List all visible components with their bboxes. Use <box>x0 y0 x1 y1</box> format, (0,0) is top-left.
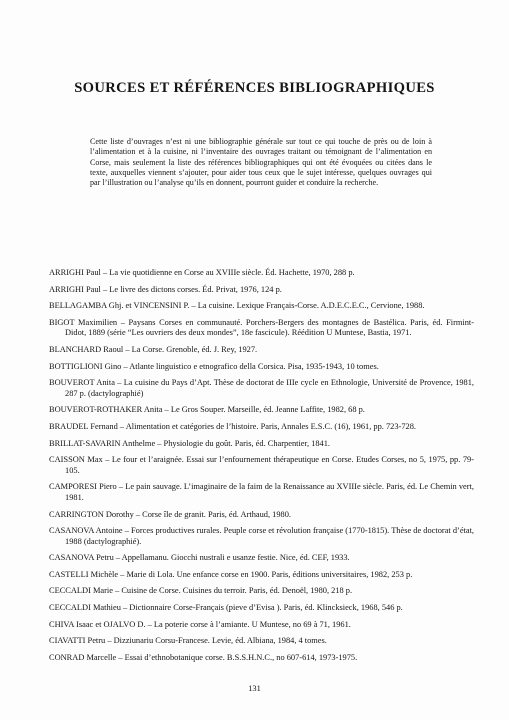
entry-text: – Forces productives rurales. Peuple corse et révolution française (1770-1815). Thèse de doctorat d’état, 1988 (dactylographié). <box>65 526 474 546</box>
entry-author: CONRAD Marcelle <box>49 652 117 662</box>
entry-text: – Corse île de granit. Paris, éd. Arthaud, 1980. <box>133 509 292 519</box>
entry-author: CECCALDI Marie <box>49 586 113 596</box>
bibliography-list <box>49 268 474 669</box>
entry-author: BRILLAT-SAVARIN Anthelme <box>49 438 156 448</box>
entry-text: – Dictionnaire Corse-Français (pieve d’Evisa ). Paris, éd. Klincksieck, 1968, 546 p. <box>120 603 403 613</box>
entry-text: – Paysans Corses en communauté. Porchers-Bergers des montagnes de Bastélica. Paris, éd. Firmint-Didot, 1889 (série “Les ouvriers des deux mondes”, 18e fascicule). Réédition U Muntese, Bastia, 1971. <box>65 317 475 338</box>
bibliography-entry <box>49 603 474 614</box>
entry-author: CAISSON Max <box>49 455 103 465</box>
bibliography-entry <box>49 553 474 564</box>
bibliography-entry <box>49 526 474 547</box>
entry-author: BOUVEROT Anita <box>49 378 115 388</box>
page-title: SOURCES ET RÉFÉRENCES BIBLIOGRAPHIQUES <box>74 80 435 96</box>
entry-text: – La poterie corse à l’amiante. U Muntese, no 69 à 71, 1961. <box>145 619 351 629</box>
bibliography-entry <box>49 439 474 450</box>
bibliography-entry <box>49 570 474 581</box>
bibliography-entry <box>49 510 474 521</box>
entry-text: – Cuisine de Corse. Cuisines du terroir. Paris, éd. Denoël, 1980, 218 p. <box>112 586 353 596</box>
page-number: 131 <box>248 684 261 693</box>
bibliography-entry <box>49 362 474 373</box>
entry-text: – Le pain sauvage. L’imaginaire de la faim de la Renaissance au XVIIIe siècle. Paris, éd. Le Chemin vert, 1981. <box>65 482 474 502</box>
bibliography-entry <box>49 345 474 356</box>
entry-text: – Le four et l’araignée. Essai sur l’enfournement thérapeutique en Corse. Etudes Corses, no 5, 1975, pp. 79-105. <box>65 455 474 475</box>
entry-text: – La cuisine. Lexique Français-Corse. A.D.E.C.E.C., Cervione, 1988. <box>189 301 425 311</box>
entry-author: BELLAGAMBA Ghj. et VINCENSINI P. <box>49 301 190 311</box>
entry-text: – La vie quotidienne en Corse au XVIIIe siècle. Éd. Hachette, 1970, 288 p. <box>100 268 355 277</box>
entry-author: ARRIGHI Paul <box>49 268 101 277</box>
entry-author: CIAVATTI Petru <box>49 636 106 646</box>
entry-text: – Essai d’ethnobotanique corse. B.S.S.H.N.C., no 607-614, 1973-1975. <box>116 652 358 662</box>
entry-text: – Appellamanu. Giocchi nustrali e usanze festie. Nice, éd. CEF, 1933. <box>113 553 350 563</box>
entry-author: CASTELLI Michèle <box>49 569 119 579</box>
bibliography-entry <box>49 586 474 597</box>
entry-text: – La Corse. Grenoble, éd. J. Rey, 1927. <box>123 344 258 354</box>
bibliography-entry <box>49 636 474 647</box>
entry-text: – Physiologie du goût. Paris, éd. Charpentier, 1841. <box>155 438 330 448</box>
entry-author: CHIVA Isaac et OJALVO D. <box>49 619 146 629</box>
bibliography-entry <box>49 653 474 664</box>
bibliography-entry <box>49 620 474 631</box>
entry-text: – Alimentation et catégories de l’histoire. Paris, Annales E.S.C. (16), 1961, pp. 723-728. <box>117 421 416 431</box>
intro-paragraph: Cette liste d’ouvrages n’est ni une bibliographie générale sur tout ce qui touche de près ou de loin à l’alimentation et à la cuisine, ni l’inventaire des ouvrages traitant ou témoignant de l’alimentation en Corse, mais seulement la liste des références bibliographiques qui ont été évoquées ou citées dans le texte, auxquelles viennent s’ajouter, pour aider tous ceux que le sujet intéresse, quelques ouvrages qui par l’illustration ou l’analyse qu’ils en donnent, pourront guider et conduire la recherche. <box>90 137 432 188</box>
bibliography-entry <box>49 301 474 312</box>
bibliography-entry <box>49 285 474 296</box>
entry-author: BIGOT Maximilien <box>49 317 118 327</box>
entry-text: – Le Gros Souper. Marseille, éd. Jeanne Laffite, 1982, 68 p. <box>162 405 365 415</box>
entry-author: CASANOVA Antoine <box>49 526 123 536</box>
entry-text: – Marie di Lola. Une enfance corse en 1900. Paris, éditions universitaires, 1982, 253 p. <box>118 569 413 579</box>
entry-author: BOUVEROT-ROTHAKER Anita <box>49 405 163 415</box>
entry-text: – Le livre des dictons corses. Éd. Privat, 1976, 124 p. <box>100 284 282 294</box>
entry-text: – Atlante linguistico e etnografico della Corsica. Pisa, 1935-1943, 10 tomes. <box>121 361 379 371</box>
bibliography-entry <box>49 378 474 399</box>
entry-author: CASANOVA Petru <box>49 553 114 563</box>
entry-author: ARRIGHI Paul <box>49 284 101 294</box>
entry-author: CARRINGTON Dorothy <box>49 509 134 519</box>
bibliography-entry <box>49 268 474 279</box>
bibliography-entry <box>49 455 474 476</box>
entry-author: CAMPORESI Piero <box>49 482 117 492</box>
entry-text: – La cuisine du Pays d’Apt. Thèse de doctorat de IIIe cycle en Ethnologie, Université de Provence, 1981, 287 p. (dactylographié) <box>65 378 475 398</box>
bibliography-entry <box>49 422 474 433</box>
bibliography-entry <box>49 405 474 416</box>
bibliography-entry <box>49 318 474 339</box>
entry-author: CECCALDI Mathieu <box>49 603 121 613</box>
entry-author: BLANCHARD Raoul <box>49 344 124 354</box>
entry-author: BRAUDEL Fernand <box>49 421 118 431</box>
entry-author: BOTTIGLIONI Gino <box>49 361 122 371</box>
bibliography-entry <box>49 482 474 503</box>
entry-text: – Dizziunariu Corsu-Francese. Levie, éd. Albiana, 1984, 4 tomes. <box>105 636 327 646</box>
